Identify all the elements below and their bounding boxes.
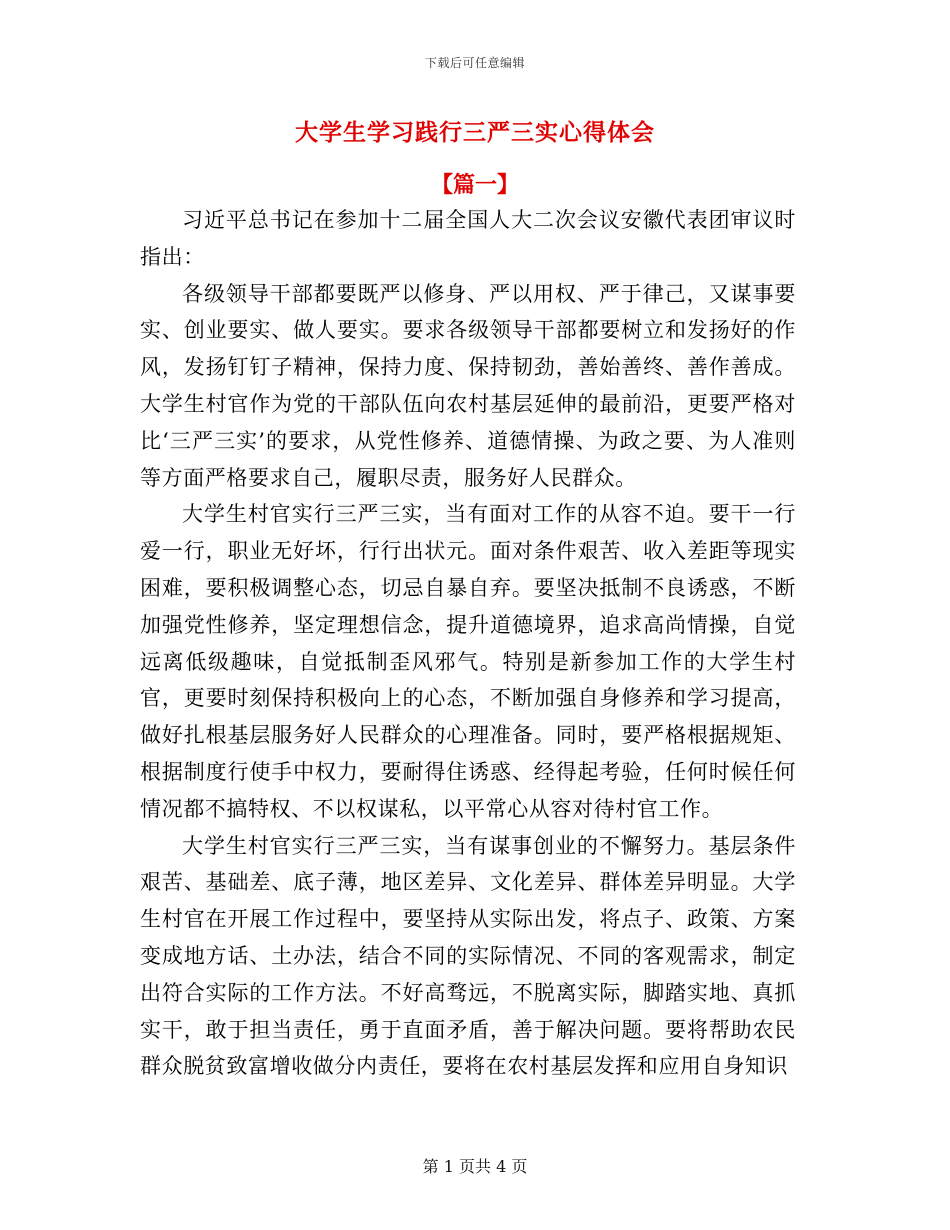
paragraph: 习近平总书记在参加十二届全国人大二次会议安徽代表团审议时指出：	[140, 208, 796, 269]
paragraph: 大学生村官实行三严三实，当有面对工作的从容不迫。要干一行爱一行，职业无好坏，行行出状元。面对条件艰苦、收入差距等现实困难，要积极调整心态，切忌自暴自弃。要坚决抵制不良诱惑，不断加强党性修养，坚定理想信念，提升道德境界，追求高尚情操，自觉远离低级趣味，自觉抵制歪风邪气。特别是新参加工作的大学生村官，更要时刻保持积极向上的心态，不断加强自身修养和学习提高，做好扎根基层服务好人民群众的心理准备。同时，要严格根据规矩、根据制度行使手中权力，要耐得住诱惑、经得起考验，任何时候任何情况都不搞特权、不以权谋私，以平常心从容对待村官工作。	[140, 502, 796, 821]
section-heading: 【篇一】	[430, 172, 519, 198]
page-number: 第 1 页共 4 页	[422, 1157, 528, 1176]
header-note: 下载后可任意编辑	[424, 56, 525, 70]
paragraph: 大学生村官实行三严三实，当有谋事创业的不懈努力。基层条件艰苦、基础差、底子薄，地区差异、文化差异、群体差异明显。大学生村官在开展工作过程中，要坚持从实际出发，将点子、政策、方案变成地方话、土办法，结合不同的实际情况、不同的客观需求，制定出符合实际的工作方法。不好高骛远，不脱离实际，脚踏实地、真抓实干，敢于担当责任，勇于直面矛盾，善于解决问题。要将帮助农民群众脱贫致富增收做分内责任，要将在农村基层发挥和应用自身知识	[140, 833, 796, 1079]
document-title: 大学生学习践行三严三实心得体会	[295, 119, 655, 146]
paragraph: 各级领导干部都要既严以修身、严以用权、严于律己，又谋事要实、创业要实、做人要实。要求各级领导干部都要树立和发扬好的作风，发扬钉钉子精神，保持力度、保持韧劲，善始善终、善作善成。大学生村官作为党的干部队伍向农村基层延伸的最前沿，更要严格对比‘三严三实’的要求，从党性修养、道德情操、为政之要、为人准则等方面严格要求自己，履职尽责，服务好人民群众。	[140, 281, 796, 490]
document-body	[140, 202, 796, 1085]
